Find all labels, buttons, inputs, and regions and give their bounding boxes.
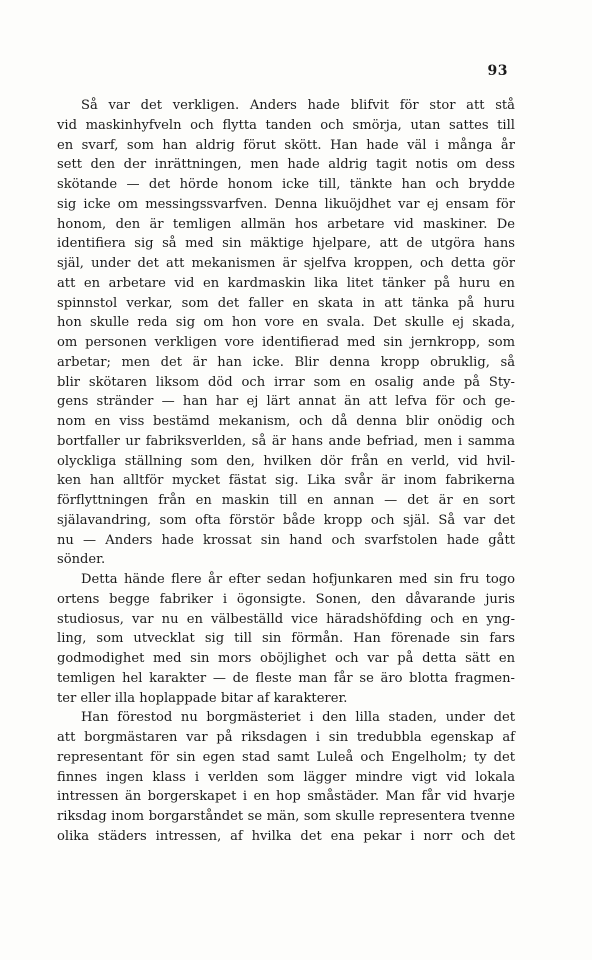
text-line: identifiera sig så med sin mäktige hjelpare, att de utgöra hans <box>57 236 515 252</box>
text-line: en svarf, som han aldrig förut skött. Han hade väl i många år <box>57 137 515 153</box>
text-line: skötande — det hörde honom icke till, tänkte han och brydde <box>57 177 515 192</box>
text-line: arbetar; men det är han icke. Blir denna kropp obruklig, så <box>57 354 515 370</box>
text-line: förflyttningen från en maskin till en annan — det är en sort <box>57 493 515 508</box>
text-line: att en arbetare vid en kardmaskin lika litet tänker på huru en <box>57 275 515 291</box>
paragraph-3 <box>57 708 515 846</box>
text-line: vid maskinhyfveln och flytta tanden och smörja, utan sattes till <box>57 117 515 133</box>
text-line: att borgmästaren var på riksdagen i sin tredubbla egenskap af <box>57 730 515 745</box>
text-line: olyckliga ställning som den, hvilken dör från en verld, vid hvil- <box>57 453 515 469</box>
paragraph-2 <box>57 570 515 708</box>
text-line: om personen verkligen vore identifierad med sin jernkropp, som <box>57 335 515 350</box>
text-line: honom, den är temligen allmän hos arbetare vid maskiner. De <box>57 216 515 232</box>
text-line: ter eller illa hoplappade bitar af karakterer. <box>57 690 348 706</box>
text-line: gens stränder — han har ej lärt annat än att lefva för och ge- <box>57 394 515 410</box>
text-line: blir skötaren liksom död och irrar som en osalig ande på Sty- <box>57 374 515 390</box>
text-line: ling, som utvecklat sig till sin förmån. Han förenade sin fars <box>57 631 515 647</box>
text-line: ortens begge fabriker i ögonsigte. Sonen, den dåvarande juris <box>57 591 515 607</box>
text-line: Han förestod nu borgmästeriet i den lilla staden, under det <box>81 710 515 726</box>
body-text <box>57 96 515 847</box>
text-line: studiosus, var nu en välbeställd vice häradshöfding och en yng- <box>57 611 515 627</box>
text-line: hon skulle reda sig om hon vore en svala. Det skulle ej skada, <box>57 315 515 331</box>
text-line: själavandring, som ofta förstör både kropp och själ. Så var det <box>57 512 515 528</box>
text-line: sig icke om messingssvarfven. Denna likuöjdhet var ej ensam för <box>57 196 515 212</box>
text-line: Så var det verkligen. Anders hade blifvit för stor att stå <box>81 98 515 113</box>
text-line: spinnstol verkar, som det faller en skata in att tänka på huru <box>57 295 515 311</box>
text-line: temligen hel karakter — de fleste man får se äro blotta fragmen- <box>57 670 515 686</box>
text-line: sett den der inrättningen, men hade aldrig tagit notis om dess <box>57 157 515 173</box>
paragraph-1 <box>57 96 515 570</box>
text-line: sönder. <box>57 552 106 568</box>
text-line: bortfaller ur fabriksverlden, så är hans ande befriad, men i samma <box>57 433 515 449</box>
text-line: finnes ingen klass i verlden som lägger mindre vigt vid lokala <box>57 769 515 785</box>
text-line: ken han alltför mycket fästat sig. Lika svår är inom fabrikerna <box>57 473 515 489</box>
text-line: representant för sin egen stad samt Luleå och Engelholm; ty det <box>57 749 515 765</box>
text-line: intressen än borgerskapet i en hop småstäder. Man får vid hvarje <box>57 789 515 805</box>
text-line: nu — Anders hade krossat sin hand och svarfstolen hade gått <box>57 532 515 548</box>
text-line: nom en viss bestämd mekanism, och då denna blir onödig och <box>57 414 515 429</box>
text-line: riksdag inom borgarståndet se män, som skulle representera tvenne <box>57 809 515 824</box>
text-line: Detta hände flere år efter sedan hofjunkaren med sin fru togo <box>81 572 515 587</box>
text-line: olika städers intressen, af hvilka det ena pekar i norr och det <box>57 828 515 844</box>
text-line: själ, under det att mekanismen är sjelfva kroppen, och detta gör <box>57 256 515 271</box>
text-line: godmodighet med sin mors oböjlighet och var på detta sätt en <box>57 651 515 666</box>
page-number: 93 <box>487 63 508 79</box>
